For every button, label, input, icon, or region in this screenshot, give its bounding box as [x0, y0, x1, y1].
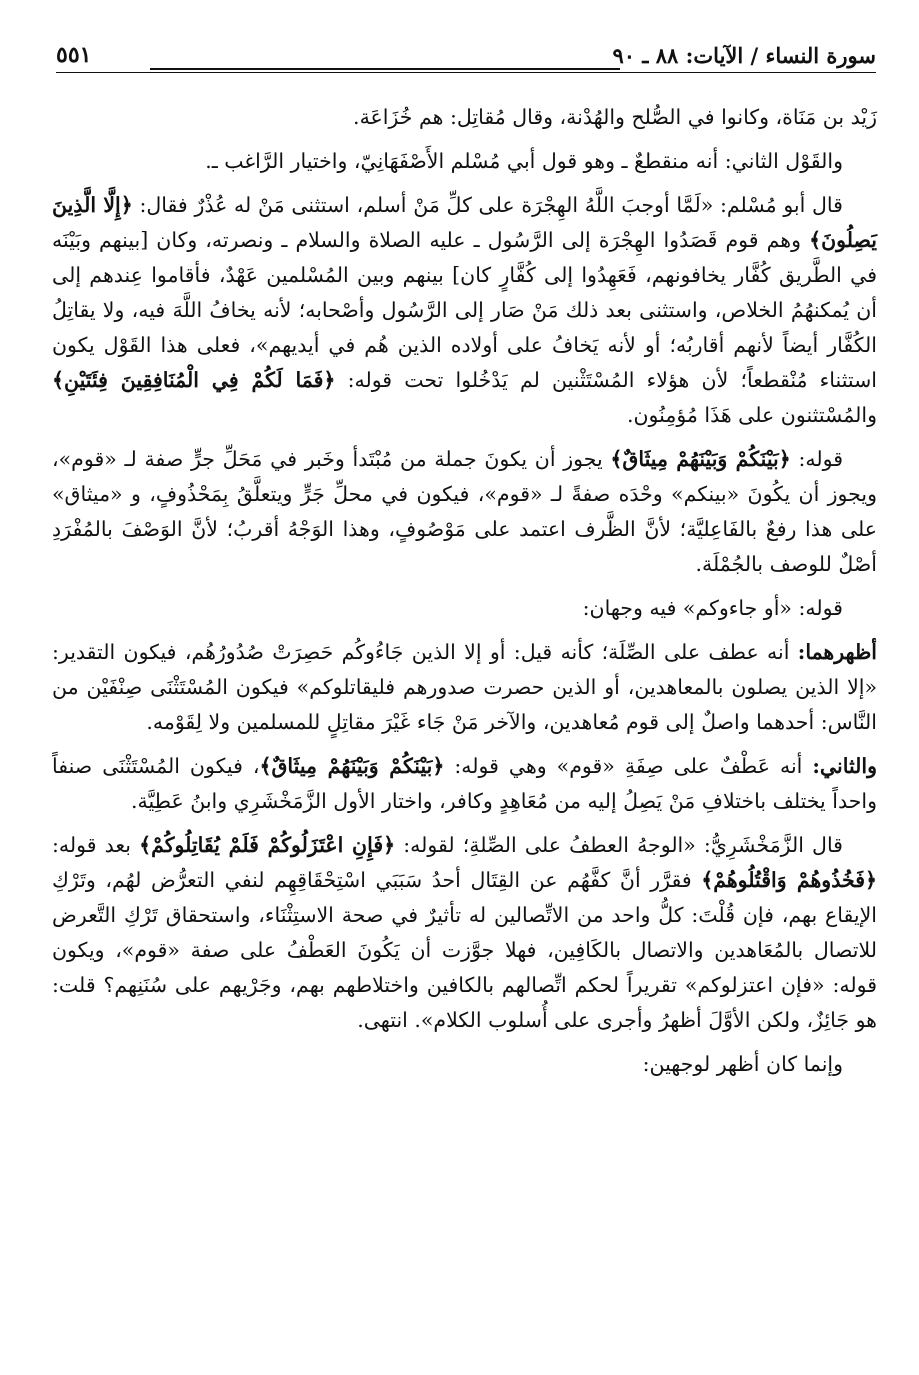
quran-quote: ﴿فَخُذُوهُمْ وَاقْتُلُوهُمْ﴾ [701, 868, 878, 892]
running-title: سورة النساء / الآيات: ٨٨ ـ ٩٠ [612, 43, 876, 68]
paragraph-1: زَيْد بن مَنَاة، وكانوا في الصُّلح والهُدْنة، وقال مُقاتِل: هم خُزَاعَة. [353, 105, 877, 129]
quran-quote: ﴿بَيْنَكُمْ وَبَيْنَهُمْ مِيثَاقٌ﴾ [259, 754, 445, 778]
paragraph-8 [52, 828, 877, 1038]
p8-text-c: فقرَّر أنَّ كفَّهُم عن القِتَال أحدُ سَبَبَي اسْتِحْقَاقِهِم لنفي التعرُّض لهُم، وتَرْكِ الإيقاع بهم، فإن قُلْتَ: كلُّ واحد من الاتِّصالين له تأثيرٌ في صحة الاستِثْنَاء، واستحقاق تَرْكِ التَّعرض للاتصال بالمُعَاهدين والاتصال بالكَافِين، فهلا جوَّزت أن يَكُونَ العَطْفُ على صفة «قوم»، ويكون قوله: «فإن اعتزلوكم» تقريراً لحكم اتِّصالهم بالكافين واختلاطهم بهم، وجَرْيهم على سُنَنِهم؟ قلت: هو جَائِزٌ، ولكن الأوَّلَ أظهرُ وأجرى على أُسلوب الكلام». انتهى. [52, 868, 877, 1032]
quran-quote: ﴿فَمَا لَكُمْ فِي الْمُنَافِقِينَ فِئَتَيْنِ﴾ [52, 368, 336, 392]
paragraph-6 [52, 635, 877, 740]
paragraph-9: وإنما كان أظهر لوجهين: [642, 1052, 843, 1076]
header-rule-thin [56, 72, 876, 73]
p4-text-a: قوله: [790, 447, 843, 471]
page-body [52, 100, 877, 1091]
paragraph-5: قوله: «أو جاءوكم» فيه وجهان: [582, 596, 843, 620]
lead-term: أظهرهما: [797, 640, 877, 664]
p7-text-b: ، فيكون المُسْتَثْنَى صنفاً واحداً يختلف باختلافِ مَنْ يَصِلُ إليه من مُعَاهِدٍ وكافر، واختار الأول الزَّمَخْشَرِي وابنُ عَطِيَّة. [52, 754, 877, 813]
p3-text-c: والمُسْتثنون على هَذَا مُؤمِنُون. [626, 403, 877, 427]
page-header [56, 32, 876, 72]
paragraph-3 [52, 188, 877, 433]
paragraph-7 [52, 749, 877, 819]
quran-quote: ﴿بَيْنَكُمْ وَبَيْنَهُمْ مِيثَاقٌ﴾ [610, 447, 791, 471]
p4-text-b: يجوز أن يكونَ جملة من مُبْتَدأ وخَبر في مَحَلِّ جرٍّ صفة لـ «قوم»، ويجوز أن يكُونَ «بينكم» وحْدَه صفةً لـ «قوم»، فيكون في محلِّ جَرٍّ ويتعلَّقُ بِمَحْذُوفٍ، و «ميثاق» على هذا رفعٌ بالفَاعِليَّة؛ لأنَّ الظَّرف اعتمد على مَوْصُوفٍ، وهذا الوَجْهُ أقربُ؛ لأنَّ الوَصْفَ بالمُفْرَدِ أصْلٌ للوصف بالجُمْلَة. [52, 447, 877, 576]
p3-text-b: وهم قوم قَصَدُوا الهِجْرَة إلى الرَّسُول ـ عليه الصلاة والسلام ـ ونصرته، وكان [بينهم وبَيْنَه في الطَّريق كُفَّار يخافونهم، فَعَهِدُوا إلى كُفَّارٍ كان] بينهم وبين المُسْلمين عَهْدٌ، فأقاموا عِندهم إلى أن يُمكنهُمُ الخلاص، واستثنى بعد ذلك مَنْ صَار إلى الرَّسُول وأصْحابه؛ لأنه يخافُ اللَّهَ فيه، ولا يقاتِلُ الكُفَّار أيضاً لأنهم أقاربُه؛ أو لأنه يَخافُ على أولاده الذين هُم في أيديهم»، فعلى هذا القَوْل يكون استثناء مُنْقطعاً؛ لأن هؤلاء المُسْتَثْنين لم يَدْخُلوا تحت قوله: [52, 228, 877, 392]
p7-text-a: أنه عَطْفٌ على صِفَةِ «قوم» وهي قوله: [444, 754, 813, 778]
p6-text: أنه عطف على الصِّلَة؛ كأنه قيل: أو إلا الذين جَاءُوكُم حَصِرَتْ صُدُورُهُم، فيكون التقدير: «إلا الذين يصلون بالمعاهدين، أو الذين حصرت صدورهم فليقاتلوكم» فيكون المُسْتَثْنَى صِنْفَيْن من النَّاس: أحدهما واصلٌ إلى قوم مُعاهدين، والآخر مَنْ جَاء غَيْرَ مقاتِلٍ للمسلمين ولا لِقَوْمه. [52, 640, 877, 734]
p8-text-a: قال الزَّمَخْشَرِيُّ: «الوجهُ العطفُ على الصِّلةِ؛ لقوله: [395, 833, 843, 857]
quran-quote: ﴿فَإِنِ اعْتَزَلُوكُمْ فَلَمْ يُقَاتِلُوكُمْ﴾ [139, 833, 396, 857]
p8-text-b: بعد قوله: [52, 833, 140, 857]
quran-quote: ﴿إِلَّا الَّذِينَ يَصِلُونَ﴾ [52, 193, 877, 252]
header-rule [150, 68, 620, 70]
p3-text-a: قال أبو مُسْلم: «لَمَّا أوجبَ اللَّهُ الهِجْرَة على كلِّ مَنْ أسلم، استثنى مَنْ له عُذْرٌ فقال: [132, 193, 843, 217]
lead-term: والثاني: [812, 754, 877, 778]
paragraph-2: والقَوْل الثاني: أنه منقطعٌ ـ وهو قول أبي مُسْلم الأَصْفَهَانِيّ، واختيار الرَّاغب ـ. [205, 149, 843, 173]
page-number: ٥٥١ [56, 42, 92, 68]
paragraph-4 [52, 442, 877, 582]
